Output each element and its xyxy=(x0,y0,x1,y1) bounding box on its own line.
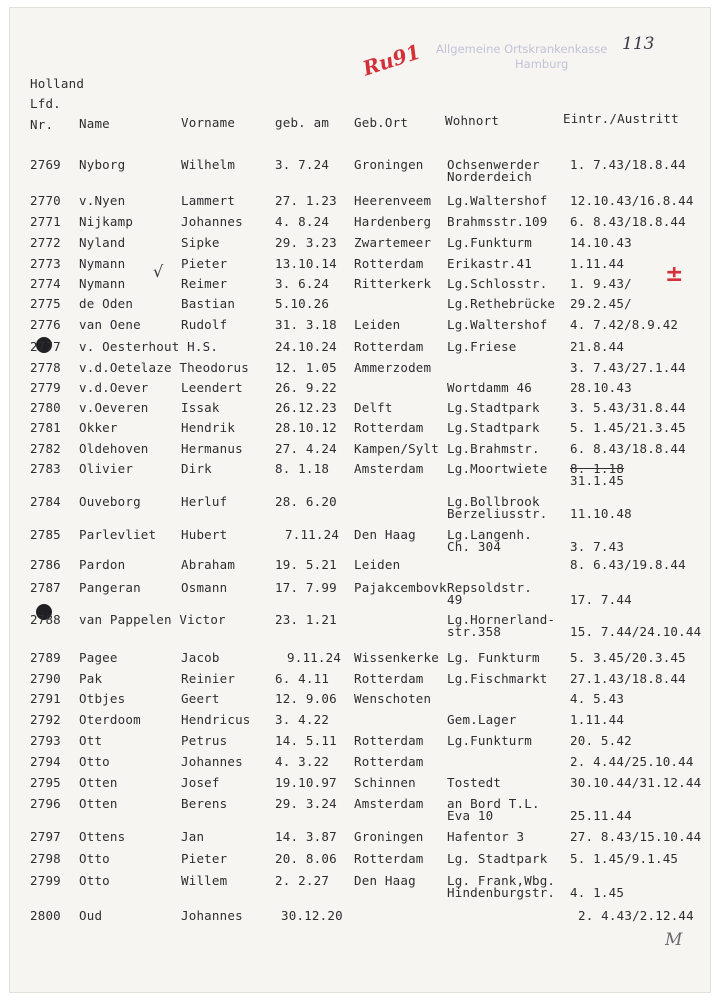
row-name: Pak xyxy=(79,671,103,686)
row-birthplace: Hardenberg xyxy=(354,214,432,229)
row-name: Otten xyxy=(79,796,118,811)
row-name: Ottens xyxy=(79,829,126,844)
row-birthdate: 19.10.97 xyxy=(275,775,337,790)
row-entry-exit: 2. 4.43/2.12.44 xyxy=(578,908,694,923)
row-residence: Lg.Rethebrücke xyxy=(447,296,556,311)
row-number: 2769 xyxy=(30,157,61,172)
row-name: Oterdoom xyxy=(79,712,141,727)
row-number: 2795 xyxy=(30,775,61,790)
row-number: 2792 xyxy=(30,712,61,727)
row-number: 2800 xyxy=(30,908,61,923)
row-name: van Oene xyxy=(79,317,141,332)
row-birthplace: Rotterdam xyxy=(354,339,424,354)
row-residence: Wortdamm 46 xyxy=(447,380,532,395)
row-name: Otbjes xyxy=(79,691,126,706)
row-number: 2777 xyxy=(30,339,61,354)
row-number: 2773 xyxy=(30,256,61,271)
row-residence: Lg.Hornerland- xyxy=(447,612,556,627)
row-residence: Lg.Moortwiete xyxy=(447,461,548,476)
row-birthplace: Rotterdam xyxy=(354,671,424,686)
row-entry-exit: 1.11.44 xyxy=(570,256,625,271)
row-birthdate: 23. 1.21 xyxy=(275,612,337,627)
row-entry-exit: 5. 3.45/20.3.45 xyxy=(570,650,686,665)
row-birthplace: Leiden xyxy=(354,317,401,332)
stamp-line-2: Hamburg xyxy=(515,57,569,71)
row-name: de Oden xyxy=(79,296,134,311)
row-residence-line2: str.358 xyxy=(447,624,502,639)
row-birthplace: Delft xyxy=(354,400,393,415)
row-residence: Erikastr.41 xyxy=(447,256,532,271)
row-number: 2786 xyxy=(30,557,61,572)
row-entry-exit: 17. 7.44 xyxy=(570,592,632,607)
column-header-geb-ort: Geb.Ort xyxy=(354,115,409,130)
row-vorname: Johannes xyxy=(181,214,243,229)
stamp-line-1: Allgemeine Ortskrankenkasse xyxy=(436,42,608,56)
row-name: v.d.Oetelaze Theodorus xyxy=(79,360,249,375)
row-name: Parlevliet xyxy=(79,527,157,542)
row-vorname: Bastian xyxy=(181,296,236,311)
red-cross-mark: ± xyxy=(665,262,684,287)
row-number: 2788 xyxy=(30,612,61,627)
row-birthdate: 26. 9.22 xyxy=(275,380,337,395)
row-birthplace: Ammerzodem xyxy=(354,360,432,375)
row-residence: Ochsenwerder xyxy=(447,157,540,172)
row-name: Oldehoven xyxy=(79,441,149,456)
row-entry-exit: 2. 4.44/25.10.44 xyxy=(570,754,694,769)
row-birthdate: 29. 3.23 xyxy=(275,235,337,250)
row-birthdate: 3. 6.24 xyxy=(275,276,330,291)
row-entry-exit: 4. 7.42/8.9.42 xyxy=(570,317,679,332)
row-name: v. Oesterhout H.S. xyxy=(79,339,219,354)
row-birthdate: 26.12.23 xyxy=(275,400,337,415)
row-residence: Lg.Friese xyxy=(447,339,517,354)
row-birthplace: Heerenveem xyxy=(354,193,432,208)
row-birthplace: Schinnen xyxy=(354,775,416,790)
insurance-stamp xyxy=(436,42,607,72)
row-number: 2799 xyxy=(30,873,61,888)
page-number: 113 xyxy=(622,34,655,54)
row-entry-exit: 11.10.48 xyxy=(570,506,632,521)
row-number: 2782 xyxy=(30,441,61,456)
row-number: 2790 xyxy=(30,671,61,686)
row-vorname: Hendricus xyxy=(181,712,251,727)
row-residence: Hafentor 3 xyxy=(447,829,525,844)
row-birthdate: 19. 5.21 xyxy=(275,557,337,572)
row-residence-line2: Ch. 304 xyxy=(447,539,502,554)
row-name: Nyborg xyxy=(79,157,126,172)
row-entry-exit: 5. 1.45/21.3.45 xyxy=(570,420,686,435)
row-entry-exit: 4. 5.43 xyxy=(570,691,625,706)
row-name: Otto xyxy=(79,873,110,888)
row-entry-exit: 12.10.43/16.8.44 xyxy=(570,193,694,208)
row-birthdate: 14. 5.11 xyxy=(275,733,337,748)
row-vorname: Josef xyxy=(181,775,220,790)
row-entry-exit: 4. 1.45 xyxy=(570,885,625,900)
row-birthdate: 28. 6.20 xyxy=(275,494,337,509)
row-birthplace: Rotterdam xyxy=(354,851,424,866)
row-birthplace: Zwartemeer xyxy=(354,235,432,250)
row-number: 2779 xyxy=(30,380,61,395)
row-birthdate: 3. 4.22 xyxy=(275,712,330,727)
row-entry-exit: 8. 1.18 xyxy=(570,461,625,476)
row-birthdate: 24.10.24 xyxy=(275,339,337,354)
row-residence: Lg.Funkturm xyxy=(447,235,532,250)
row-vorname: Jan xyxy=(181,829,205,844)
row-vorname: Osmann xyxy=(181,580,228,595)
row-birthplace: Pajakcembovk xyxy=(354,580,447,595)
row-entry-exit: 3. 7.43/27.1.44 xyxy=(570,360,686,375)
row-vorname: Sipke xyxy=(181,235,220,250)
row-entry-exit: 1.11.44 xyxy=(570,712,625,727)
row-vorname: Rudolf xyxy=(181,317,228,332)
row-residence: Brahmsstr.109 xyxy=(447,214,548,229)
row-name: Okker xyxy=(79,420,118,435)
row-entry-exit: 29.2.45/ xyxy=(570,296,632,311)
checkmark-icon: √ xyxy=(153,262,164,281)
row-number: 2772 xyxy=(30,235,61,250)
row-number: 2775 xyxy=(30,296,61,311)
country-heading: Holland xyxy=(30,76,85,91)
row-birthplace: Rotterdam xyxy=(354,420,424,435)
row-residence: Lg. Frank,Wbg. xyxy=(447,873,556,888)
row-number: 2781 xyxy=(30,420,61,435)
row-number: 2785 xyxy=(30,527,61,542)
row-number: 2780 xyxy=(30,400,61,415)
row-residence: Lg.Waltershof xyxy=(447,317,548,332)
row-residence: Tostedt xyxy=(447,775,502,790)
row-number: 2787 xyxy=(30,580,61,595)
row-number: 2770 xyxy=(30,193,61,208)
row-vorname: Willem xyxy=(181,873,228,888)
row-vorname: Reimer xyxy=(181,276,228,291)
row-birthplace: Groningen xyxy=(354,157,424,172)
handwritten-initial: M xyxy=(665,930,683,950)
row-vorname: Jacob xyxy=(181,650,220,665)
row-vorname: Petrus xyxy=(181,733,228,748)
row-number: 2778 xyxy=(30,360,61,375)
column-header-name: Name xyxy=(79,116,110,131)
row-residence: Lg.Waltershof xyxy=(447,193,548,208)
column-header-wohnort: Wohnort xyxy=(445,113,500,128)
row-birthdate: 8. 1.18 xyxy=(275,461,330,476)
row-birthdate: 12. 1.05 xyxy=(275,360,337,375)
row-vorname: Hubert xyxy=(181,527,228,542)
row-residence-line2: Eva 10 xyxy=(447,808,494,823)
row-entry-exit: 28.10.43 xyxy=(570,380,632,395)
row-vorname: Issak xyxy=(181,400,220,415)
row-birthplace: Wissenkerke xyxy=(354,650,439,665)
row-vorname: Hendrik xyxy=(181,420,236,435)
row-entry-exit: 14.10.43 xyxy=(570,235,632,250)
row-vorname: Hermanus xyxy=(181,441,243,456)
row-birthplace: Amsterdam xyxy=(354,796,424,811)
row-birthdate: 17. 7.99 xyxy=(275,580,337,595)
row-residence: an Bord T.L. xyxy=(447,796,540,811)
row-entry-exit: 1. 9.43/ xyxy=(570,276,632,291)
row-birthplace: Rotterdam xyxy=(354,256,424,271)
row-vorname: Wilhelm xyxy=(181,157,236,172)
row-birthdate: 13.10.14 xyxy=(275,256,337,271)
row-name: Otten xyxy=(79,775,118,790)
column-header-nr: Nr. xyxy=(30,117,54,132)
row-name: Pangeran xyxy=(79,580,141,595)
row-name: Nymann xyxy=(79,276,126,291)
row-vorname: Lammert xyxy=(181,193,236,208)
row-entry-exit: 8. 6.43/19.8.44 xyxy=(570,557,686,572)
row-entry-exit: 6. 8.43/18.8.44 xyxy=(570,441,686,456)
row-birthplace: Kampen/Sylt xyxy=(354,441,439,456)
row-name: Nijkamp xyxy=(79,214,134,229)
row-residence-line2: 49 xyxy=(447,592,463,607)
row-name: Oud xyxy=(79,908,103,923)
row-birthplace: Rotterdam xyxy=(354,754,424,769)
row-entry-exit: 3. 7.43 xyxy=(570,539,625,554)
row-name: Otto xyxy=(79,851,110,866)
row-entry-exit: 21.8.44 xyxy=(570,339,625,354)
row-birthdate: 28.10.12 xyxy=(275,420,337,435)
row-entry-exit-line2: 31.1.45 xyxy=(570,473,625,488)
row-birthdate: 9.11.24 xyxy=(287,650,342,665)
row-number: 2798 xyxy=(30,851,61,866)
row-name: Olivier xyxy=(79,461,134,476)
row-vorname: Berens xyxy=(181,796,228,811)
row-birthdate: 4. 3.22 xyxy=(275,754,330,769)
row-number: 2796 xyxy=(30,796,61,811)
row-birthplace: Ritterkerk xyxy=(354,276,432,291)
row-vorname: Pieter xyxy=(181,851,228,866)
row-vorname: Dirk xyxy=(181,461,212,476)
row-residence: Lg.Schlosstr. xyxy=(447,276,548,291)
row-entry-exit: 5. 1.45/9.1.45 xyxy=(570,851,679,866)
row-name: v.Nyen xyxy=(79,193,126,208)
red-annotation: Ru91 xyxy=(359,39,424,81)
row-name: Otto xyxy=(79,754,110,769)
row-number: 2789 xyxy=(30,650,61,665)
column-header-geb-am: geb. am xyxy=(275,115,330,130)
row-birthdate: 3. 7.24 xyxy=(275,157,330,172)
row-residence: Lg.Langenh. xyxy=(447,527,532,542)
row-entry-exit: 3. 5.43/31.8.44 xyxy=(570,400,686,415)
row-residence: Lg. Stadtpark xyxy=(447,851,548,866)
row-residence: Lg.Funkturm xyxy=(447,733,532,748)
row-vorname: Abraham xyxy=(181,557,236,572)
row-birthdate: 30.12.20 xyxy=(281,908,343,923)
row-number: 2794 xyxy=(30,754,61,769)
row-name: van Pappelen Victor xyxy=(79,612,226,627)
row-name: Pagee xyxy=(79,650,118,665)
row-birthdate: 20. 8.06 xyxy=(275,851,337,866)
row-entry-exit: 20. 5.42 xyxy=(570,733,632,748)
row-number: 2774 xyxy=(30,276,61,291)
row-number: 2784 xyxy=(30,494,61,509)
row-name: Nyland xyxy=(79,235,126,250)
row-number: 2793 xyxy=(30,733,61,748)
row-birthdate: 6. 4.11 xyxy=(275,671,330,686)
row-entry-exit: 25.11.44 xyxy=(570,808,632,823)
row-number: 2797 xyxy=(30,829,61,844)
row-birthdate: 27. 4.24 xyxy=(275,441,337,456)
row-entry-exit: 15. 7.44/24.10.44 xyxy=(570,624,702,639)
row-birthdate: 12. 9.06 xyxy=(275,691,337,706)
row-entry-exit: 30.10.44/31.12.44 xyxy=(570,775,702,790)
row-name: Pardon xyxy=(79,557,126,572)
row-birthdate: 7.11.24 xyxy=(285,527,340,542)
lfd-label: Lfd. xyxy=(30,96,61,111)
row-birthplace: Rotterdam xyxy=(354,733,424,748)
row-residence-line2: Norderdeich xyxy=(447,169,532,184)
row-birthplace: Den Haag xyxy=(354,527,416,542)
row-birthplace: Den Haag xyxy=(354,873,416,888)
row-number: 2776 xyxy=(30,317,61,332)
row-residence: Lg.Fischmarkt xyxy=(447,671,548,686)
row-birthdate: 14. 3.87 xyxy=(275,829,337,844)
row-entry-exit: 6. 8.43/18.8.44 xyxy=(570,214,686,229)
row-birthplace: Amsterdam xyxy=(354,461,424,476)
row-number: 2771 xyxy=(30,214,61,229)
row-birthdate: 2. 2.27 xyxy=(275,873,330,888)
row-birthdate: 27. 1.23 xyxy=(275,193,337,208)
row-vorname: Johannes xyxy=(181,908,243,923)
row-birthdate: 29. 3.24 xyxy=(275,796,337,811)
row-name: Ott xyxy=(79,733,103,748)
row-residence: Lg.Brahmstr. xyxy=(447,441,540,456)
row-number: 2791 xyxy=(30,691,61,706)
row-residence: Repsoldstr. xyxy=(447,580,532,595)
row-vorname: Geert xyxy=(181,691,220,706)
row-vorname: Herluf xyxy=(181,494,228,509)
row-residence: Gem.Lager xyxy=(447,712,517,727)
row-residence: Lg.Bollbrook xyxy=(447,494,540,509)
row-birthdate: 5.10.26 xyxy=(275,296,330,311)
row-residence-line2: Berzeliusstr. xyxy=(447,506,548,521)
row-vorname: Reinier xyxy=(181,671,236,686)
row-name: Ouveborg xyxy=(79,494,141,509)
row-residence: Lg. Funkturm xyxy=(447,650,540,665)
column-header-vorname: Vorname xyxy=(181,115,236,130)
row-birthplace: Groningen xyxy=(354,829,424,844)
row-entry-exit: 1. 7.43/18.8.44 xyxy=(570,157,686,172)
row-entry-exit: 27. 8.43/15.10.44 xyxy=(570,829,702,844)
row-vorname: Johannes xyxy=(181,754,243,769)
column-header-eintritt-austritt: Eintr./Austritt xyxy=(563,111,679,126)
row-birthplace: Leiden xyxy=(354,557,401,572)
row-vorname: Leendert xyxy=(181,380,243,395)
row-residence: Lg.Stadtpark xyxy=(447,420,540,435)
row-name: v.d.Oever xyxy=(79,380,149,395)
row-name: Nymann xyxy=(79,256,126,271)
row-vorname: Pieter xyxy=(181,256,228,271)
row-name: v.Oeveren xyxy=(79,400,149,415)
row-birthplace: Wenschoten xyxy=(354,691,432,706)
row-number: 2783 xyxy=(30,461,61,476)
row-entry-exit: 27.1.43/18.8.44 xyxy=(570,671,686,686)
row-residence-line2: Hindenburgstr. xyxy=(447,885,556,900)
row-birthdate: 4. 8.24 xyxy=(275,214,330,229)
row-residence: Lg.Stadtpark xyxy=(447,400,540,415)
row-birthdate: 31. 3.18 xyxy=(275,317,337,332)
